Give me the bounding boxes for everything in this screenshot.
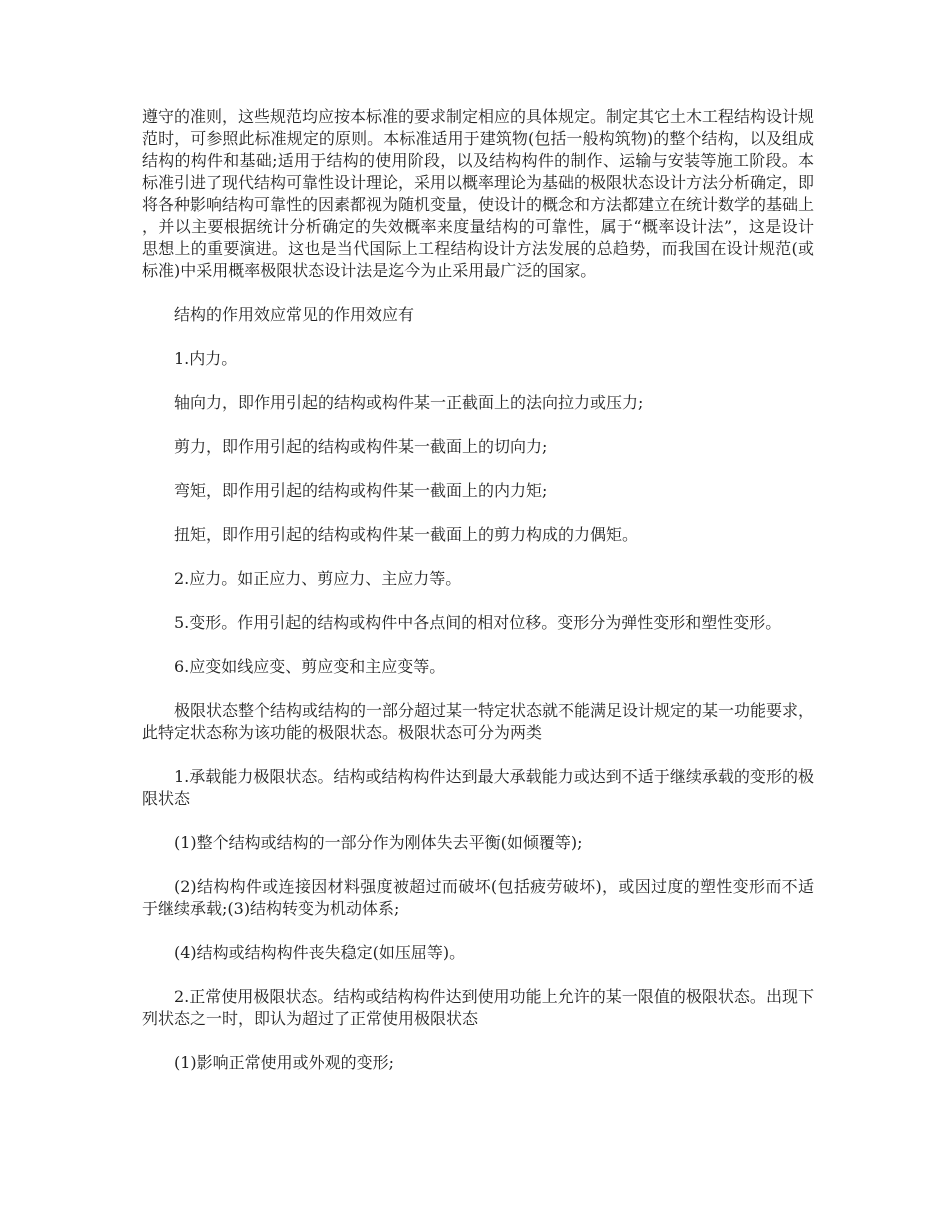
paragraph-serviceability-item-1: (1)影响正常使用或外观的变形; bbox=[174, 1053, 395, 1072]
paragraph-standard-intro: 遵守的准则，这些规范均应按本标准的要求制定相应的具体规定。制定其它土木工程结构设计规范时，可参照此标准规定的原则。本标准适用于建筑物(包括一般构筑物)的整个结构，以及组成结构的构件和基础;适用于结构的使用阶段，以及结构构件的制作、运输与安装等施工阶段。本标准引进了现代结构可靠性设计理论，采用以概率理论为基础的极限状态设计方法分析确定，即将各种影响结构可靠性的因素都视为随机变量，使设计的概念和方法都建立在统计数学的基础上，并以主要根据统计分析确定的失效概率来度量结构的可靠性，属于“概率设计法”，这是设计思想上的重要演进。这也是当代国际上工程结构设计方法发展的总趋势，而我国在设计规范(或标准)中采用概率极限状态设计法是迄今为止采用最广泛的国家。 bbox=[142, 107, 815, 280]
paragraph-ultimate-item-4: (4)结构或结构构件丧失稳定(如压屈等)。 bbox=[174, 943, 466, 962]
paragraph-ultimate-item-1: (1)整个结构或结构的一部分作为刚体失去平衡(如倾覆等); bbox=[174, 833, 583, 852]
paragraph-axial-force: 轴向力，即作用引起的结构或构件某一正截面上的法向拉力或压力; bbox=[174, 393, 644, 412]
paragraph-strain: 6.应变如线应变、剪应变和主应变等。 bbox=[174, 657, 446, 676]
paragraph-torque: 扭矩，即作用引起的结构或构件某一截面上的剪力构成的力偶矩。 bbox=[174, 525, 639, 544]
paragraph-deformation: 5.变形。作用引起的结构或构件中各点间的相对位移。变形分为弹性变形和塑性变形。 bbox=[174, 613, 782, 632]
paragraph-bending-moment: 弯矩，即作用引起的结构或构件某一截面上的内力矩; bbox=[174, 481, 548, 500]
paragraph-ultimate-limit-state: 1.承载能力极限状态。结构或结构构件达到最大承载能力或达到不适于继续承载的变形的极限状态 bbox=[142, 767, 814, 808]
paragraph-shear-force: 剪力，即作用引起的结构或构件某一截面上的切向力; bbox=[174, 437, 548, 456]
paragraph-internal-force: 1.内力。 bbox=[174, 349, 238, 368]
paragraph-limit-state-definition: 极限状态整个结构或结构的一部分超过某一特定状态就不能满足设计规定的某一功能要求，此特定状态称为该功能的极限状态。极限状态可分为两类 bbox=[142, 701, 815, 742]
paragraph-ultimate-item-2-3: (2)结构构件或连接因材料强度被超过而破坏(包括疲劳破坏)，或因过度的塑性变形而不适于继续承载;(3)结构转变为机动体系; bbox=[142, 877, 814, 918]
paragraph-action-effects-heading: 结构的作用效应常见的作用效应有 bbox=[174, 305, 415, 324]
paragraph-stress: 2.应力。如正应力、剪应力、主应力等。 bbox=[174, 569, 462, 588]
document-body bbox=[142, 106, 814, 1096]
paragraph-serviceability-limit-state: 2.正常使用极限状态。结构或结构构件达到使用功能上允许的某一限值的极限状态。出现下列状态之一时，即认为超过了正常使用极限状态 bbox=[142, 987, 814, 1028]
